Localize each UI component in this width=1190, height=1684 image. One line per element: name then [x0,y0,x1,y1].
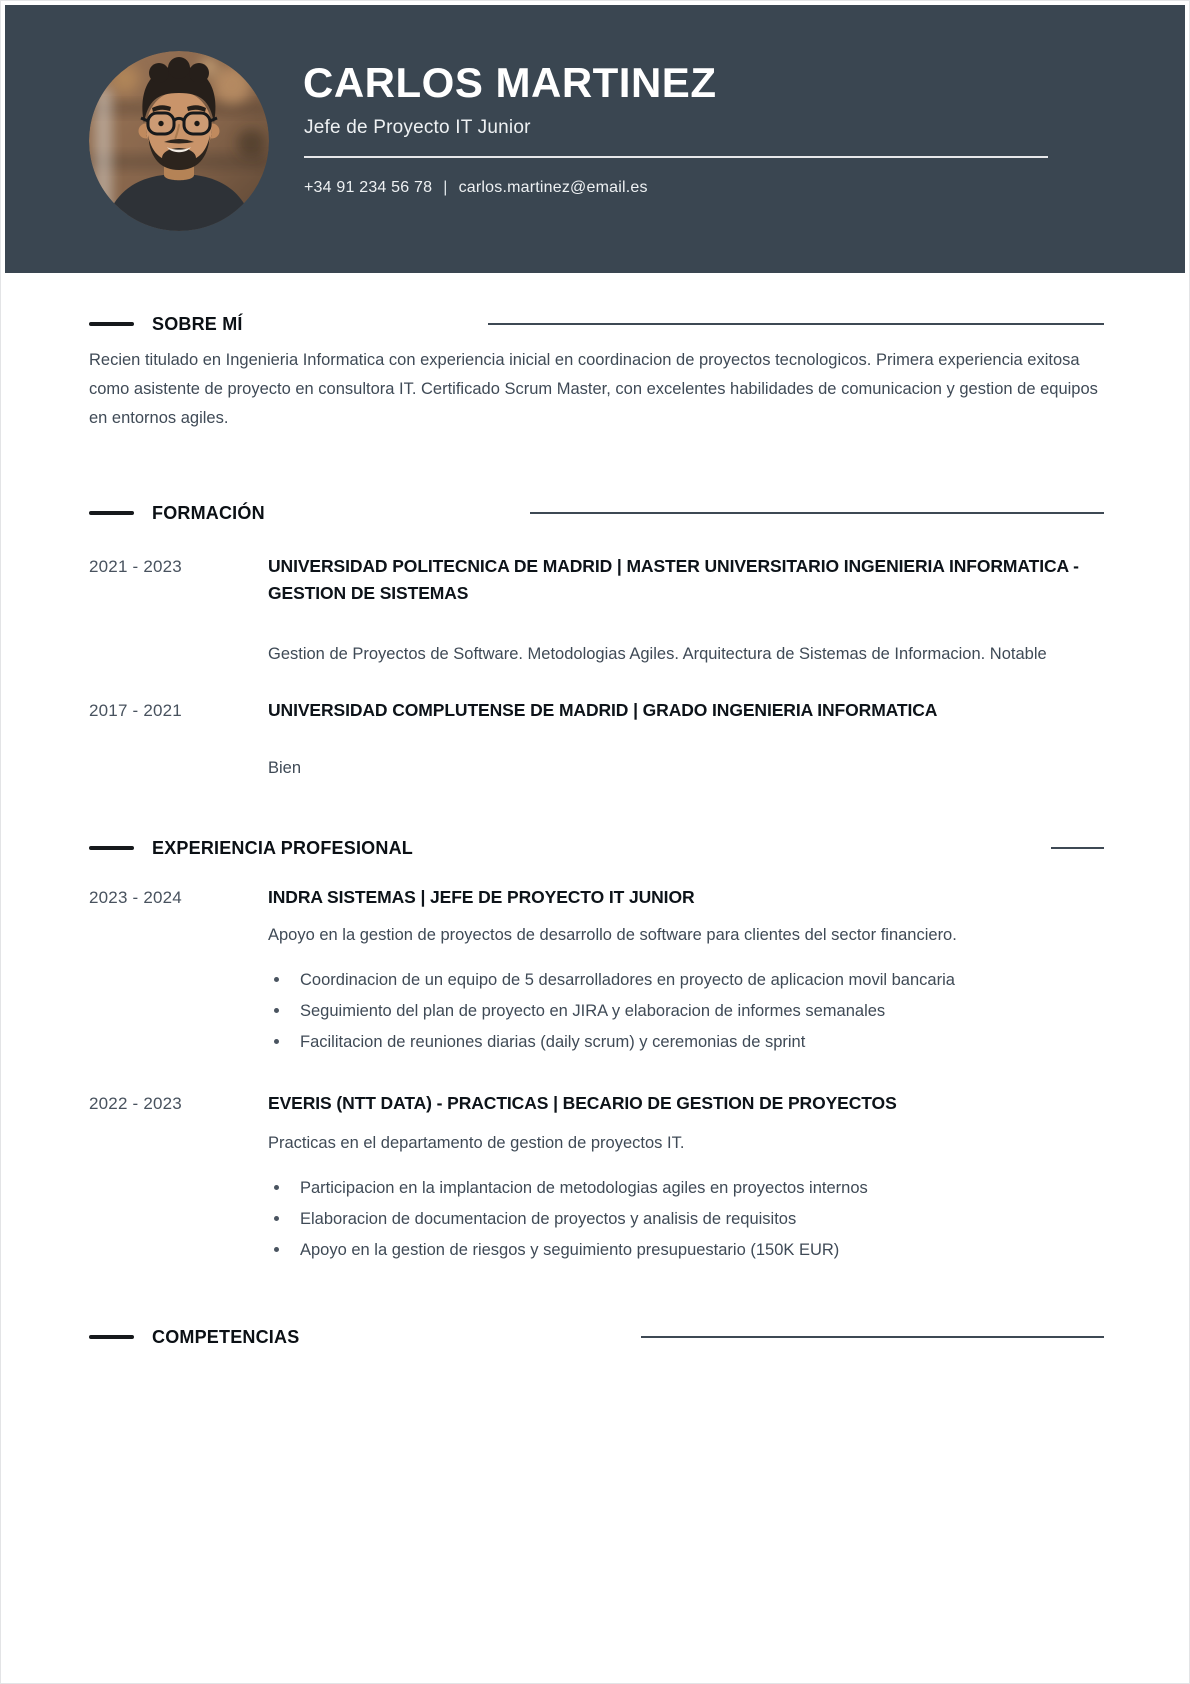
section-rule [641,1336,1104,1338]
bullet-text: Facilitacion de reuniones diarias (daily scrum) y ceremonias de sprint [300,1033,806,1051]
section-dash [89,1335,134,1339]
entry-heading: INDRA SISTEMAS | JEFE DE PROYECTO IT JUNIOR [268,887,695,907]
section-rule [1051,847,1104,849]
entry-description: Apoyo en la gestion de proyectos de desarrollo de software para clientes del sector financiero. [268,926,957,944]
entry-heading: EVERIS (NTT DATA) - PRACTICAS | BECARIO DE GESTION DE PROYECTOS [268,1093,897,1113]
section-rule [488,323,1104,325]
contact-separator: | [443,179,448,196]
bullet-item [268,997,1104,1026]
entry-main [268,697,1104,783]
bullet-item [268,1028,1104,1057]
section-education-header [89,502,1104,524]
section-skills [89,1326,1104,1348]
entry-period: 2023 - 2024 [89,888,182,907]
section-title-skills: COMPETENCIAS [152,1326,300,1347]
entry-period: 2022 - 2023 [89,1094,182,1113]
section-title-education: FORMACIÓN [152,502,265,523]
experience-entry [89,1090,1104,1267]
section-dash [89,846,134,850]
entry-description: Gestion de Proyectos de Software. Metodologias Agiles. Arquitectura de Sistemas de Informacion. Notable [268,645,1047,663]
section-about [89,313,1104,433]
entry-description: Bien [268,759,302,777]
email-address: carlos.martinez@email.es [458,179,648,196]
entry-bullet-list [268,1174,1104,1265]
contact-line [304,179,648,197]
education-entry [89,553,1104,669]
bullet-text: Participacion en la implantacion de metodologias agiles en proyectos internos [300,1179,868,1197]
bullet-item [268,1174,1104,1203]
section-rule [530,512,1104,514]
bullet-text: Seguimiento del plan de proyecto en JIRA y elaboracion de informes semanales [300,1002,886,1020]
section-experience-header [89,837,1104,859]
bullet-dot [274,1039,279,1044]
education-entry [89,697,1104,783]
header-divider [304,156,1048,158]
section-education [89,502,1104,783]
bullet-dot [274,1185,279,1190]
experience-entry [89,884,1104,1059]
section-title-about: SOBRE MÍ [152,313,243,334]
profile-photo [89,51,269,231]
bullet-dot [274,977,279,982]
entry-bullet-list [268,966,1104,1057]
section-experience [89,837,1104,1267]
bullet-item [268,1236,1104,1265]
entry-main [268,1090,1104,1267]
avatar-illustration [89,51,269,231]
entry-heading: UNIVERSIDAD POLITECNICA DE MADRID | MASTER UNIVERSITARIO INGENIERIA INFORMATICA - GESTION DE SISTEMAS [268,556,1079,603]
bullet-dot [274,1008,279,1013]
bullet-text: Elaboracion de documentacion de proyectos y analisis de requisitos [300,1210,797,1228]
entry-heading: UNIVERSIDAD COMPLUTENSE DE MADRID | GRADO INGENIERIA INFORMATICA [268,700,938,720]
about-text: Recien titulado en Ingenieria Informatica con experiencia inicial en coordinacion de proyectos tecnologicos. Primera experiencia exitosa como asistente de proyecto en consultora IT. Certificado Scrum Master, con excelentes habilidades de comunicacion y gestion de equipos en entornos agiles. [89,351,1098,427]
entry-main [268,553,1104,669]
section-dash [89,322,134,326]
cv-header [5,5,1185,273]
entry-description: Practicas en el departamento de gestion de proyectos IT. [268,1134,685,1152]
entry-main [268,884,1104,1059]
entry-period: 2017 - 2021 [89,701,182,720]
job-title: Jefe de Proyecto IT Junior [304,117,531,138]
bullet-text: Apoyo en la gestion de riesgos y seguimiento presupuestario (150K EUR) [300,1241,840,1259]
bullet-dot [274,1247,279,1252]
section-about-header [89,313,1104,335]
section-dash [89,511,134,515]
entry-period: 2021 - 2023 [89,557,182,576]
section-title-experience: EXPERIENCIA PROFESIONAL [152,837,413,858]
bullet-item [268,966,1104,995]
bullet-text: Coordinacion de un equipo de 5 desarrolladores en proyecto de aplicacion movil bancaria [300,971,955,989]
person-name: CARLOS MARTINEZ [303,59,717,106]
phone-number: +34 91 234 56 78 [304,179,433,196]
section-skills-header [89,1326,1104,1348]
bullet-item [268,1205,1104,1234]
cv-body [1,273,1189,1348]
bullet-dot [274,1216,279,1221]
